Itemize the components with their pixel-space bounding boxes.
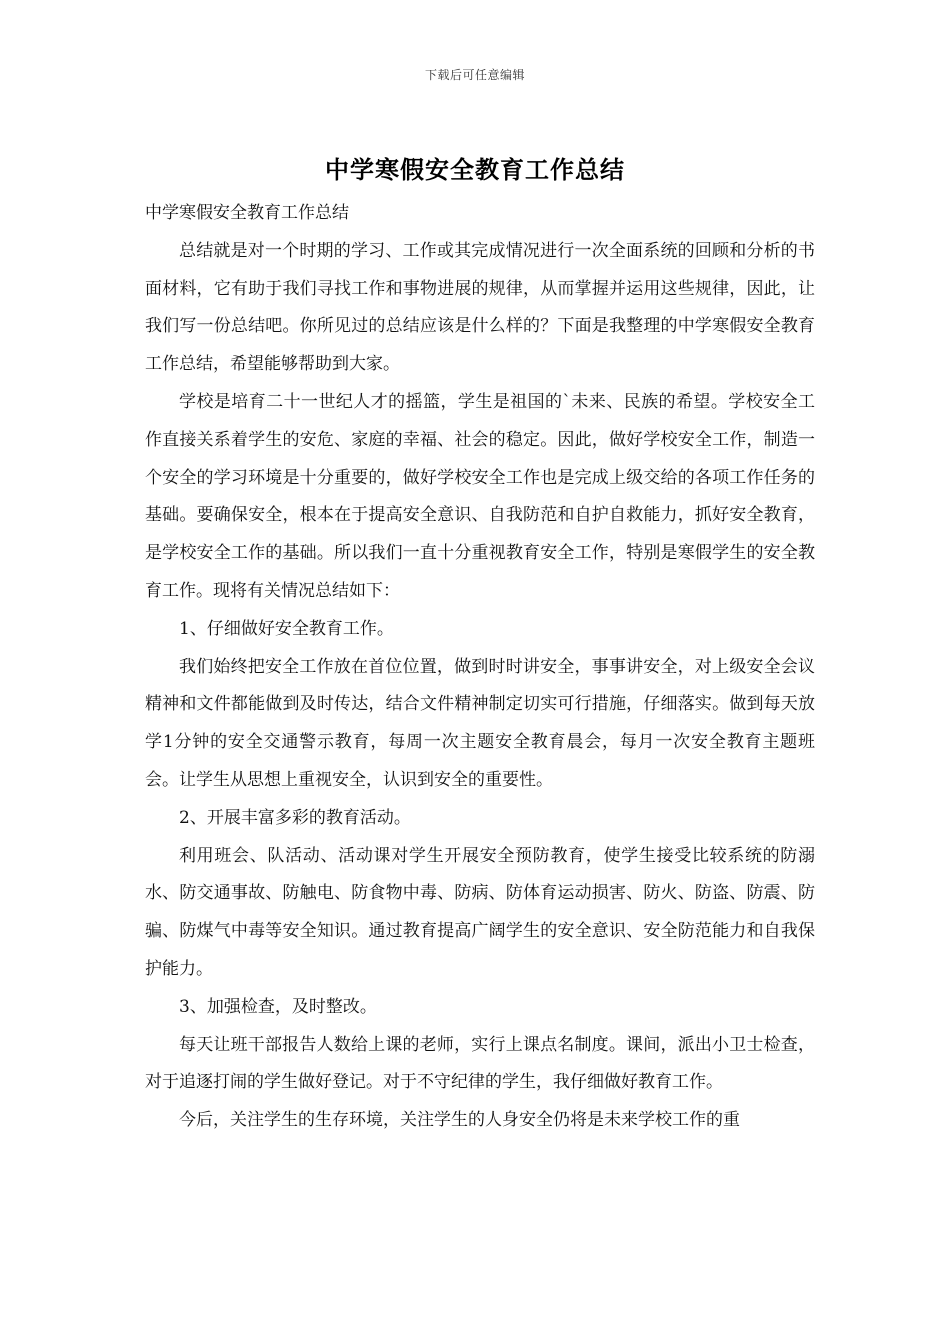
header-note: 下载后可任意编辑 [424, 68, 525, 82]
paragraph: 学校是培育二十一世纪人才的摇篮，学生是祖国的`未来、民族的希望。学校安全工作直接关系着学生的安危、家庭的幸福、社会的稳定。因此，做好学校安全工作，制造一个安全的学习环境是十分重要的，做好学校安全工作也是完成上级交给的各项工作任务的基础。要确保安全，根本在于提高安全意识、自我防范和自护自救能力，抓好安全教育，是学校安全工作的基础。所以我们一直十分重视教育安全工作，特别是寒假学生的安全教育工作。现将有关情况总结如下： [145, 391, 815, 601]
document-subtitle: 中学寒假安全教育工作总结 [145, 203, 349, 223]
section-heading: 3、加强检查，及时整改。 [179, 996, 377, 1017]
section-heading: 1、仔细做好安全教育工作。 [179, 618, 394, 639]
paragraph: 利用班会、队活动、活动课对学生开展安全预防教育，使学生接受比较系统的防溺水、防交通事故、防触电、防食物中毒、防病、防体育运动损害、防火、防盗、防震、防骗、防煤气中毒等安全知识。通过教育提高广阔学生的安全意识、安全防范能力和自我保护能力。 [145, 845, 815, 979]
paragraph: 我们始终把安全工作放在首位位置，做到时时讲安全，事事讲安全，对上级安全会议精神和文件都能做到及时传达，结合文件精神制定切实可行措施，仔细落实。做到每天放学1分钟的安全交通警示教育，每周一次主题安全教育晨会，每月一次安全教育主题班会。让学生从思想上重视安全，认识到安全的重要性。 [145, 656, 815, 790]
paragraph: 总结就是对一个时期的学习、工作或其完成情况进行一次全面系统的回顾和分析的书面材料，它有助于我们寻找工作和事物进展的规律，从而掌握并运用这些规律，因此，让我们写一份总结吧。你所见过的总结应该是什么样的？下面是我整理的中学寒假安全教育工作总结，希望能够帮助到大家。 [145, 240, 815, 375]
paragraph: 今后，关注学生的生存环境，关注学生的人身安全仍将是未来学校工作的重 [179, 1110, 740, 1131]
document-body [145, 195, 815, 1140]
section-heading: 2、开展丰富多彩的教育活动。 [179, 807, 411, 828]
paragraph: 每天让班干部报告人数给上课的老师，实行上课点名制度。课间，派出小卫士检查，对于追逐打闹的学生做好登记。对于不守纪律的学生，我仔细做好教育工作。 [145, 1034, 815, 1093]
document-title: 中学寒假安全教育工作总结 [325, 155, 625, 184]
